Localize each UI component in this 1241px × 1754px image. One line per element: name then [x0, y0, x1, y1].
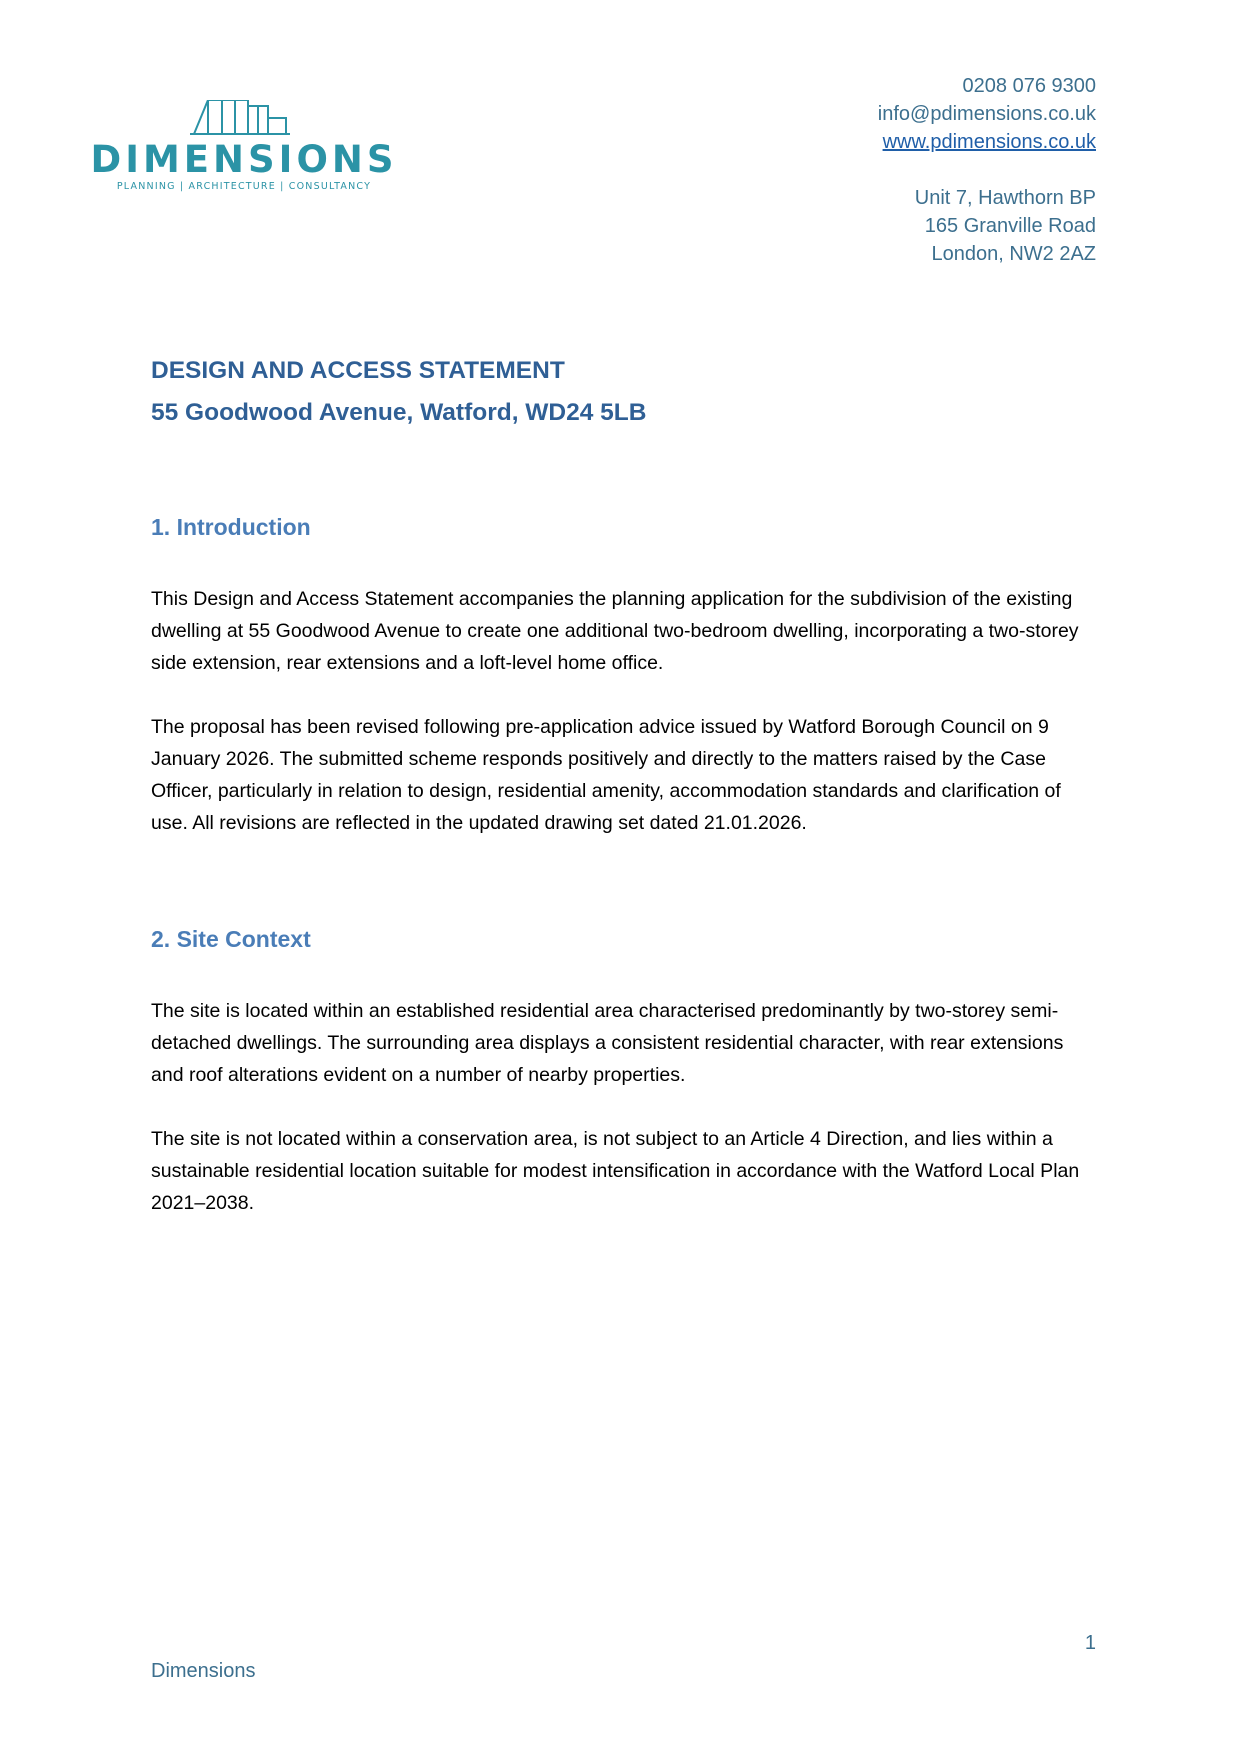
building-outline-icon [190, 100, 290, 134]
address-line-2: 165 Granville Road [924, 215, 1096, 237]
site-context-paragraph-2: The site is not located within a conservation area, is not subject to an Article 4 Direction, and lies within a sustainable residential location suitable for modest intensification in accordance with the Watford Local Plan 2021–2038. [151, 1128, 1080, 1214]
phone-number: 0208 076 9300 [962, 75, 1096, 97]
title-line-2: 55 Goodwood Avenue, Watford, WD24 5LB [151, 399, 647, 426]
section-heading-introduction: 1. Introduction [151, 514, 311, 540]
introduction-paragraph-1: This Design and Access Statement accompanies the planning application for the subdivision of the existing dwelling at 55 Goodwood Avenue to create one additional two-bedroom dwelling, incorporating a two-storey side extension, rear extensions and a loft-level home office. [151, 588, 1079, 674]
page-number: 1 [1084, 1632, 1096, 1654]
logo-wordmark: DIMENSIONS [90, 138, 398, 181]
website-link[interactable]: www.pdimensions.co.uk [882, 131, 1096, 153]
document-title [151, 350, 646, 434]
footer-company: Dimensions [151, 1660, 256, 1682]
email-address: info@pdimensions.co.uk [877, 103, 1096, 125]
site-context-paragraph-1: The site is located within an established residential area characterised predominantly by two-storey semi-detached dwellings. The surrounding area displays a consistent residential character, with rear extensions and roof alterations evident on a number of nearby properties. [151, 1000, 1064, 1086]
contact-block [878, 72, 1096, 268]
address-line-3: London, NW2 2AZ [931, 243, 1096, 265]
address-line-1: Unit 7, Hawthorn BP [914, 187, 1096, 209]
section-heading-site-context: 2. Site Context [151, 926, 311, 952]
title-line-1: DESIGN AND ACCESS STATEMENT [151, 357, 565, 384]
logo-tagline: PLANNING | ARCHITECTURE | CONSULTANCY [116, 181, 372, 192]
introduction-paragraph-2: The proposal has been revised following pre-application advice issued by Watford Borough Council on 9 January 2026. The submitted scheme responds positively and directly to the matters raised by the Case Officer, particularly in relation to design, residential amenity, accommodation standards and clarification of use. All revisions are reflected in the updated drawing set dated 21.01.2026. [151, 716, 1061, 834]
